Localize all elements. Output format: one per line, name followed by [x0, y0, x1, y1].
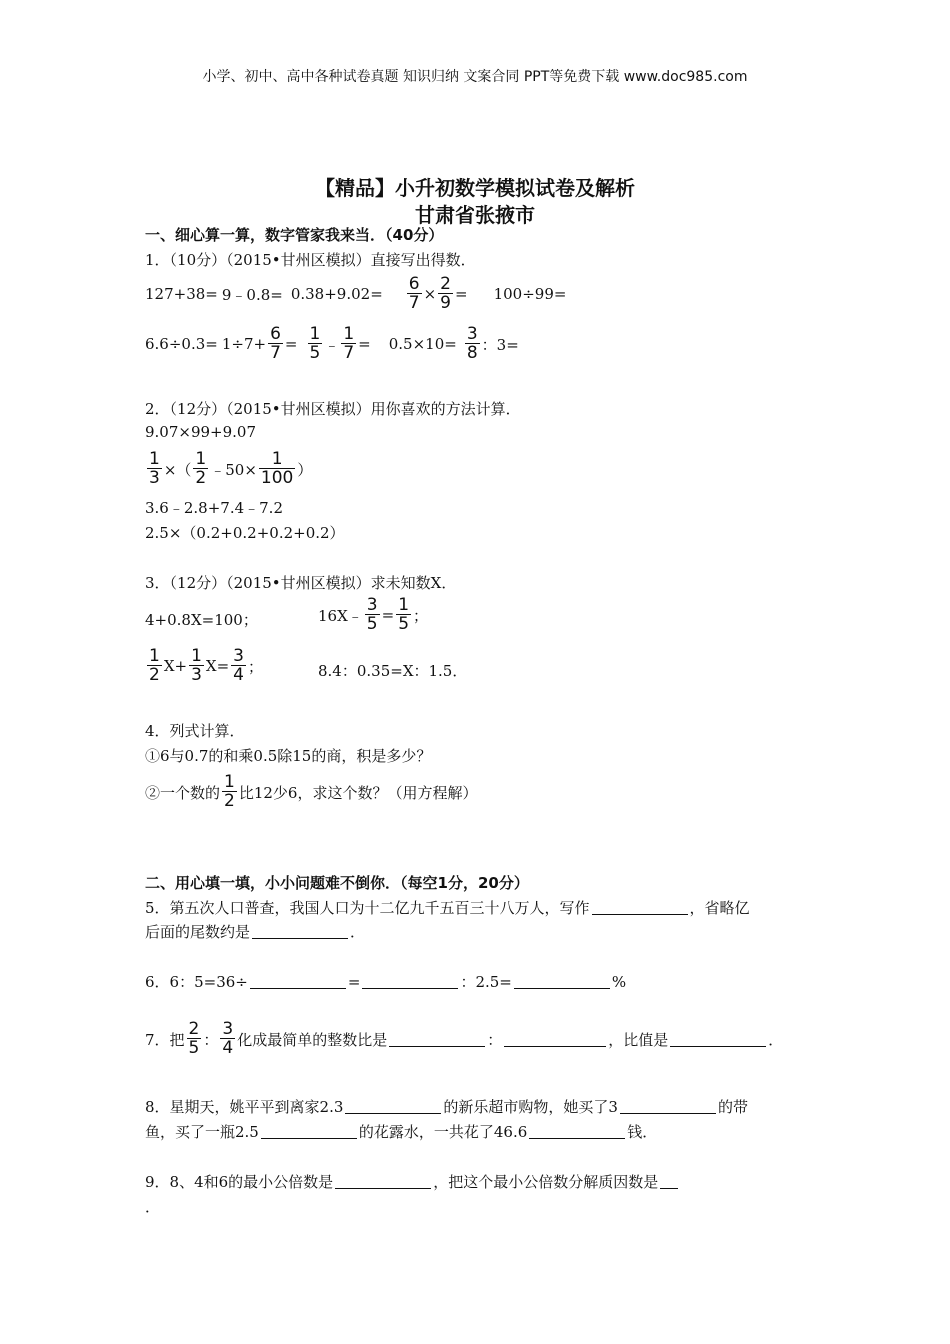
q8-text: 的花露水，一共花了46.6	[358, 1123, 528, 1141]
q7-text: 化成最简单的整数比是	[237, 1030, 388, 1049]
fraction: $\frac{6}{7}$	[270, 324, 281, 363]
q3-equation-c	[145, 648, 263, 684]
q9-line-2: ．	[145, 1198, 161, 1216]
operator: ；	[413, 606, 429, 625]
answer-blank[interactable]	[529, 1124, 625, 1139]
operator: ﹣	[324, 335, 340, 354]
operator: =	[381, 606, 395, 624]
q5-line-2	[145, 921, 365, 942]
q1-row-2	[145, 326, 519, 362]
answer-blank[interactable]	[252, 924, 348, 939]
fraction: $\frac{2}{5}$	[188, 1019, 200, 1058]
answer-blank[interactable]	[250, 974, 346, 989]
q4-heading: 4．列式计算．	[145, 722, 245, 740]
q7-text: ：	[487, 1030, 503, 1049]
q3-equation-a: 4+0.8X=100；	[145, 611, 258, 629]
q6-text: ：2.5=	[460, 973, 512, 991]
operator: ；	[247, 657, 263, 676]
q2-line-3: 3.6﹣2.8+7.4﹣7.2	[145, 499, 283, 517]
q6-text: 6．6：5=36÷	[145, 973, 248, 991]
operator: 16X﹣	[318, 606, 363, 625]
q1-item: 100÷99=	[493, 285, 567, 303]
q4-item-2	[145, 774, 477, 810]
operator: ）	[297, 460, 313, 479]
q1-item: 9﹣0.8=	[221, 285, 283, 304]
q2-line-1: 9.07×99+9.07	[145, 423, 257, 441]
fraction: $\frac{1}{7}$	[343, 324, 355, 363]
q4-text: 比12少6，求这个数？（用方程解）	[238, 783, 478, 802]
fraction: $\frac{3}{8}$	[466, 324, 478, 363]
q5-text: 后面的尾数约是	[145, 923, 251, 941]
q1-item: 6.6÷0.3=	[145, 335, 218, 353]
operator: ×	[423, 285, 437, 303]
q8-line-1	[145, 1096, 748, 1117]
q6-line	[145, 971, 626, 992]
fraction: $\frac{3}{5}$	[366, 595, 378, 634]
q6-text: %	[611, 972, 627, 991]
q1-heading: 1．（10分）（2015•甘州区模拟）直接写出得数．	[145, 251, 476, 269]
q7-text: 7．把	[145, 1030, 185, 1049]
q7-text: ．	[768, 1030, 784, 1049]
q2-line-4: 2.5×（0.2+0.2+0.2+0.2）	[145, 524, 345, 542]
fraction: $\frac{2}{9}$	[440, 274, 451, 313]
fraction: $\frac{1}{100}$	[260, 449, 294, 488]
q1-item: 0.5×10=	[388, 335, 457, 353]
q7-text: ，比值是	[608, 1030, 669, 1049]
q8-text: 的新乐超市购物，她买了3	[443, 1098, 618, 1116]
answer-blank[interactable]	[620, 1099, 716, 1114]
answer-blank[interactable]	[670, 1032, 766, 1047]
fraction: $\frac{3}{4}$	[222, 1019, 234, 1058]
q8-text: 的带	[717, 1098, 748, 1116]
q9-line-1	[145, 1171, 680, 1192]
operator: X+	[163, 657, 188, 675]
q1-item: 127+38=	[145, 285, 218, 303]
q8-text: 钱．	[627, 1123, 658, 1141]
page-subtitle: 甘肃省张掖市	[415, 203, 535, 227]
q7-line	[145, 1021, 783, 1057]
q1-item: 0.38+9.02=	[290, 285, 383, 303]
answer-blank[interactable]	[261, 1124, 357, 1139]
operator: ：	[203, 1030, 219, 1049]
fraction: $\frac{1}{5}$	[398, 595, 410, 634]
section-1-heading: 一、细心算一算，数字管家我来当．（40分）	[145, 226, 444, 244]
q4-item-1: ①6与0.7的和乘0.5除15的商，积是多少？	[145, 747, 432, 765]
q3-equation-d: 8.4：0.35=X：1.5．	[318, 662, 468, 680]
answer-blank[interactable]	[592, 900, 688, 915]
section-2-heading: 二、用心填一填，小小问题难不倒你．（每空1分，20分）	[145, 874, 529, 892]
q5-text: ，省略亿	[689, 899, 750, 917]
q6-text: =	[347, 972, 361, 991]
page-header: 小学、初中、高中各种试卷真题 知识归纳 文案合同 PPT等免费下载 www.doc985.com	[202, 69, 748, 85]
q1-item: ：3=	[481, 335, 519, 354]
q2-line-2	[145, 451, 312, 487]
fraction: $\frac{1}{2}$	[224, 772, 235, 811]
q1-item: 1÷7+	[221, 335, 267, 353]
q2-heading: 2．（12分）（2015•甘州区模拟）用你喜欢的方法计算．	[145, 400, 521, 418]
q8-line-2	[145, 1121, 657, 1142]
fraction: $\frac{1}{3}$	[191, 646, 202, 685]
operator: =	[455, 285, 468, 303]
operator: =	[358, 335, 371, 353]
fraction: $\frac{1}{5}$	[309, 324, 321, 363]
q3-equation-b	[318, 597, 428, 633]
answer-blank[interactable]	[362, 974, 458, 989]
fraction: $\frac{1}{2}$	[195, 449, 207, 488]
answer-blank[interactable]	[345, 1099, 441, 1114]
q5-text: 5．第五次人口普查，我国人口为十二亿九千五百三十八万人，写作	[145, 899, 590, 917]
answer-blank[interactable]	[514, 974, 610, 989]
q3-heading: 3．（12分）（2015•甘州区模拟）求未知数X．	[145, 574, 457, 592]
fraction: $\frac{3}{4}$	[233, 646, 244, 685]
operator: ﹣50×	[210, 460, 257, 479]
answer-blank[interactable]	[660, 1174, 678, 1189]
fraction: $\frac{6}{7}$	[408, 274, 420, 313]
q8-text: 8．星期天，姚平平到离家2.3	[145, 1098, 344, 1116]
q5-line-1	[145, 897, 750, 918]
answer-blank[interactable]	[335, 1174, 431, 1189]
page-title: 【精品】小升初数学模拟试卷及解析	[315, 176, 635, 200]
answer-blank[interactable]	[504, 1032, 606, 1047]
fraction: $\frac{1}{2}$	[149, 646, 160, 685]
answer-blank[interactable]	[389, 1032, 485, 1047]
q8-text: 鱼，买了一瓶2.5	[145, 1123, 259, 1141]
operator: ×（	[163, 460, 192, 479]
q9-text: ，把这个最小公倍数分解质因数是	[433, 1173, 659, 1191]
fraction: $\frac{1}{3}$	[149, 449, 160, 488]
q5-text: ．	[350, 923, 366, 941]
operator: =	[284, 335, 298, 353]
operator: X=	[205, 657, 230, 675]
q9-text: 9．8、4和6的最小公倍数是	[145, 1173, 334, 1191]
q1-row-1	[145, 276, 566, 312]
q4-text: ②一个数的	[145, 783, 221, 802]
